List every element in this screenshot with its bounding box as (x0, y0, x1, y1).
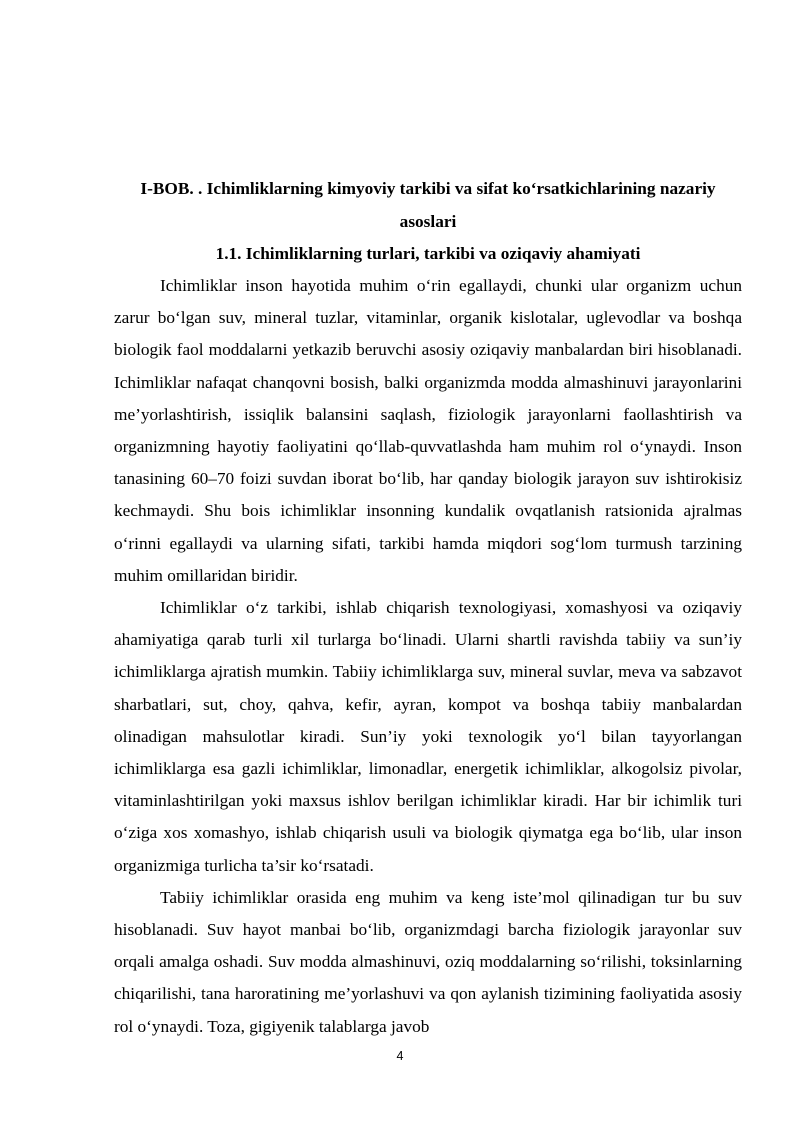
body-paragraph-2: Ichimliklar o‘z tarkibi, ishlab chiqarish texnologiyasi, xomashyosi va oziqaviy ahamiyatiga qarab turli xil turlarga bo‘linadi. Ularni shartli ravishda tabiiy va sun’iy ichimliklarga ajratish mumkin. Tabiiy ichimliklarga suv, mineral suvlar, meva va sabzavot sharbatlari, sut, choy, qahva, kefir, ayran, kompot va boshqa tabiiy manbalardan olinadigan mahsulotlar kiradi. Sun’iy yoki texnologik yo‘l bilan tayyorlangan ichimliklarga esa gazli ichimliklar, limonadlar, energetik ichimliklar, alkogolsiz pivolar, vitaminlashtirilgan yoki maxsus ishlov berilgan ichimliklar kiradi. Har bir ichimlik turi o‘ziga xos xomashyo, ishlab chiqarish usuli va biologik qiymatga ega bo‘lib, ular inson organizmiga turlicha ta’sir ko‘rsatadi. (114, 598, 742, 875)
page-number: 4 (396, 1049, 404, 1063)
page-content (114, 172, 742, 1043)
body-paragraph-1: Ichimliklar inson hayotida muhim o‘rin egallaydi, chunki ular organizm uchun zarur bo‘lgan suv, mineral tuzlar, vitaminlar, organik kislotalar, uglevodlar va boshqa biologik faol moddalarni yetkazib beruvchi asosiy oziqaviy manbalardan biri hisoblanadi. Ichimliklar nafaqat chanqovni bosish, balki organizmda modda almashinuvi jarayonlarini me’yorlashtirish, issiqlik balansini saqlash, fiziologik jarayonlarni faollashtirish va organizmning hayotiy faoliyatini qo‘llab-quvvatlashda ham muhim rol o‘ynaydi. Inson tanasining 60–70 foizi suvdan iborat bo‘lib, har qanday biologik jarayon suv ishtirokisiz kechmaydi. Shu bois ichimliklar insonning kundalik ovqatlanish ratsionida ajralmas o‘rinni egallaydi va ularning sifati, tarkibi hamda miqdori sog‘lom turmush tarzining muhim omillaridan biridir. (114, 276, 742, 585)
body-paragraph-3: Tabiiy ichimliklar orasida eng muhim va keng iste’mol qilinadigan tur bu suv hisoblanadi. Suv hayot manbai bo‘lib, organizmdagi barcha fiziologik jarayonlar suv orqali amalga oshadi. Suv modda almashinuvi, oziq moddalarning so‘rilishi, toksinlarning chiqarilishi, tana haroratining me’yorlashuvi va qon aylanish tizimining faoliyatida asosiy rol o‘ynaydi. Toza, gigiyenik talablarga javob (114, 887, 742, 1036)
chapter-heading: I-BOB. . Ichimliklarning kimyoviy tarkibi va sifat ko‘rsatkichlarining nazariy asoslari (140, 179, 716, 231)
section-heading: 1.1. Ichimliklarning turlari, tarkibi va oziqaviy ahamiyati (215, 244, 641, 263)
